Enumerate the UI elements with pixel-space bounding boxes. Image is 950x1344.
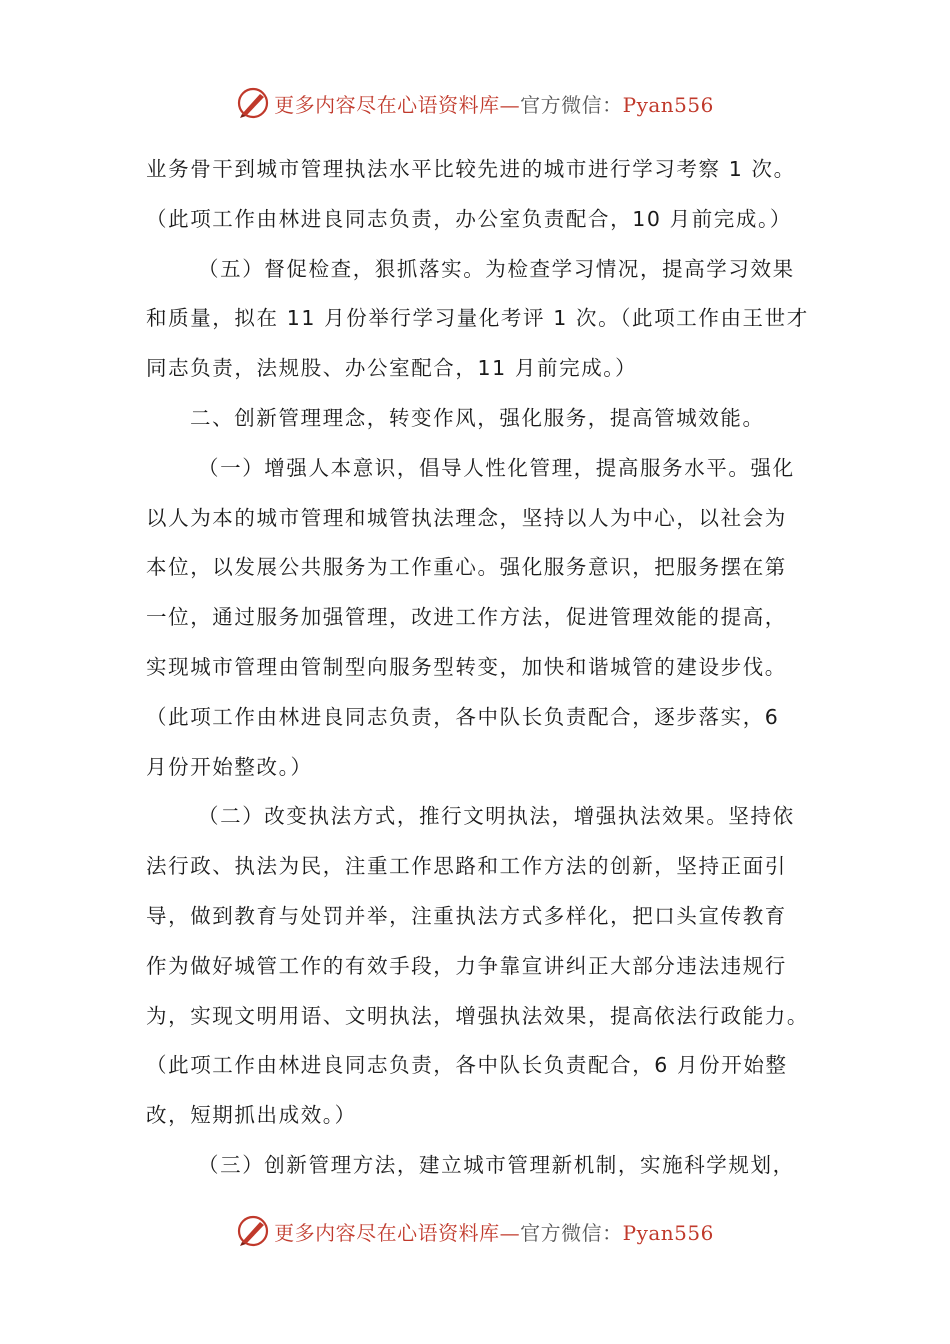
body-line: 以人为本的城市管理和城管执法理念，坚持以人为中心，以社会为 xyxy=(146,505,787,530)
body-line: （五）督促检查，狠抓落实。为检查学习情况，提高学习效果 xyxy=(198,256,795,281)
body-line: 作为做好城管工作的有效手段，力争靠宣讲纠正大部分违法违规行 xyxy=(146,953,787,978)
body-line: （一）增强人本意识，倡导人性化管理，提高服务水平。强化 xyxy=(198,455,795,480)
footer-banner-wechat-label: 官方微信： xyxy=(520,1220,623,1245)
pen-logo-icon xyxy=(236,1214,270,1248)
header-banner-site: 更多内容尽在心语资料库— xyxy=(274,92,521,117)
document-body xyxy=(146,145,816,1191)
section-heading: 二、创新管理理念，转变作风，强化服务，提高管城效能。 xyxy=(190,405,765,430)
body-line: （此项工作由林进良同志负责，办公室负责配合，10 月前完成。） xyxy=(146,206,792,231)
body-line: （此项工作由林进良同志负责，各中队长负责配合，6 月份开始整 xyxy=(146,1053,788,1078)
header-banner xyxy=(0,83,950,123)
body-line: 业务骨干到城市管理执法水平比较先进的城市进行学习考察 1 次。 xyxy=(146,157,796,181)
body-line: 同志负责，法规股、办公室配合，11 月前完成。） xyxy=(146,356,638,381)
body-line: 实现城市管理由管制型向服务型转变，加快和谐城管的建设步伐。 xyxy=(146,654,787,679)
footer-banner-text xyxy=(274,1217,714,1246)
body-line: 和质量，拟在 11 月份举行学习量化考评 1 次。（此项工作由王世才 xyxy=(146,306,809,331)
footer-banner-wechat-id: Pyan556 xyxy=(622,1220,714,1245)
header-banner-text xyxy=(274,89,714,118)
footer-banner xyxy=(0,1211,950,1251)
footer-banner-site: 更多内容尽在心语资料库— xyxy=(274,1220,521,1245)
body-line: 本位，以发展公共服务为工作重心。强化服务意识，把服务摆在第 xyxy=(146,555,787,580)
body-line: 为，实现文明用语、文明执法，增强执法效果，提高依法行政能力。 xyxy=(146,1003,809,1028)
body-line: 月份开始整改。） xyxy=(146,754,313,779)
body-line: （三）创新管理方法，建立城市管理新机制，实施科学规划， xyxy=(198,1152,795,1177)
header-banner-wechat-id: Pyan556 xyxy=(622,92,714,117)
body-line: 导，做到教育与处罚并举，注重执法方式多样化，把口头宣传教育 xyxy=(146,903,787,928)
body-line: 一位，通过服务加强管理，改进工作方法，促进管理效能的提高， xyxy=(146,605,787,630)
header-banner-wechat-label: 官方微信： xyxy=(520,92,623,117)
pen-logo-icon xyxy=(236,86,270,120)
body-line: （二）改变执法方式，推行文明执法，增强执法效果。坚持依 xyxy=(198,804,795,829)
body-line: 改，短期抓出成效。） xyxy=(146,1103,357,1128)
body-line: 法行政、执法为民，注重工作思路和工作方法的创新，坚持正面引 xyxy=(146,854,787,879)
body-line: （此项工作由林进良同志负责，各中队长负责配合，逐步落实，6 xyxy=(146,704,780,729)
